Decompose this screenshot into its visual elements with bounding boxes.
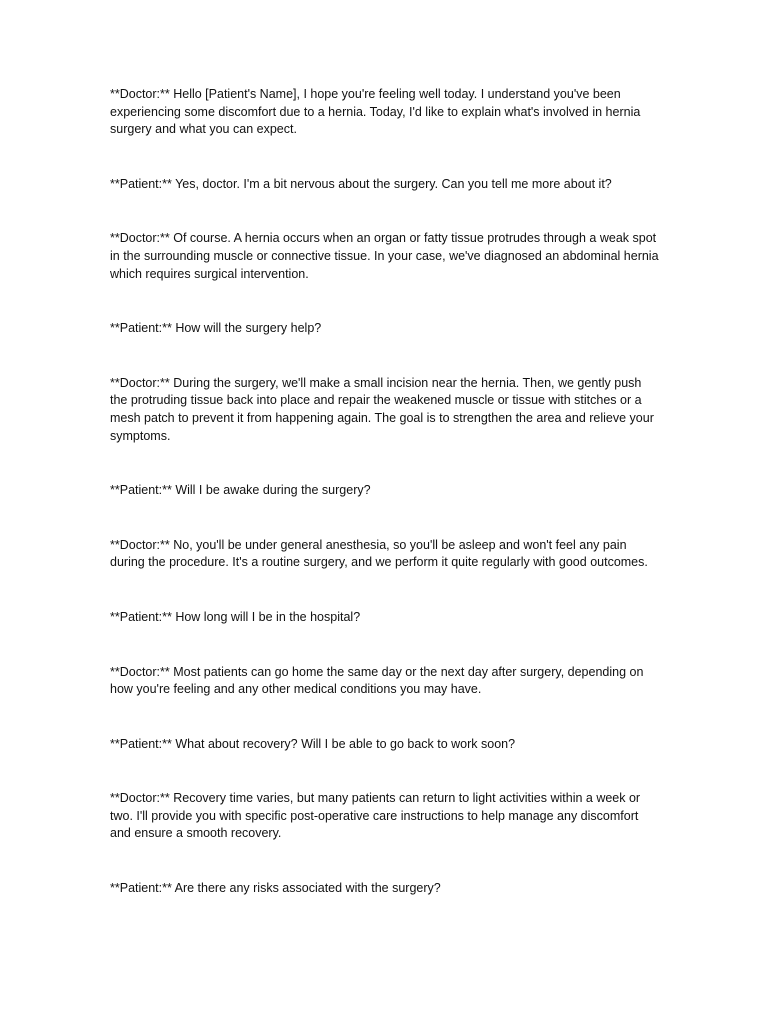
dialogue-paragraph-doctor: **Doctor:** During the surgery, we'll make a small incision near the hernia. Then, we gently push the protruding tissue back into place and repair the weakened muscle or tissue with stitches or a mesh patch to prevent it from happening again. The goal is to strengthen the area and relieve your symptoms. <box>110 375 654 443</box>
dialogue-paragraph-patient: **Patient:** Are there any risks associated with the surgery? <box>110 881 441 896</box>
dialogue-paragraph-doctor: **Doctor:** Most patients can go home the same day or the next day after surgery, depending on how you're feeling and any other medical conditions you may have. <box>110 664 644 697</box>
dialogue-paragraph-doctor: **Doctor:** Recovery time varies, but many patients can return to light activities within a week or two. I'll provide you with specific post-operative care instructions to help manage any discomfort and ensure a smooth recovery. <box>110 791 641 841</box>
dialogue-paragraph-patient: **Patient:** What about recovery? Will I be able to go back to work soon? <box>110 736 516 751</box>
dialogue-paragraph-patient: **Patient:** How long will I be in the hospital? <box>110 609 361 624</box>
dialogue-paragraph-patient: **Patient:** Will I be awake during the surgery? <box>110 483 371 498</box>
dialogue-paragraph-doctor: **Doctor:** Hello [Patient's Name], I hope you're feeling well today. I understand you've been experiencing some discomfort due to a hernia. Today, I'd like to explain what's involved in hernia surgery and what you can expect. <box>110 87 641 137</box>
dialogue-paragraph-patient: **Patient:** Yes, doctor. I'm a bit nervous about the surgery. Can you tell me more about it? <box>110 176 612 191</box>
dialogue-paragraph-doctor: **Doctor:** No, you'll be under general anesthesia, so you'll be asleep and won't feel any pain during the procedure. It's a routine surgery, and we perform it quite regularly with good outcomes. <box>110 537 648 570</box>
document-body <box>110 86 662 898</box>
dialogue-paragraph-doctor: **Doctor:** Of course. A hernia occurs when an organ or fatty tissue protrudes through a weak spot in the surrounding muscle or connective tissue. In your case, we've diagnosed an abdominal hernia which requires surgical intervention. <box>110 231 659 281</box>
dialogue-paragraph-patient: **Patient:** How will the surgery help? <box>110 321 322 336</box>
